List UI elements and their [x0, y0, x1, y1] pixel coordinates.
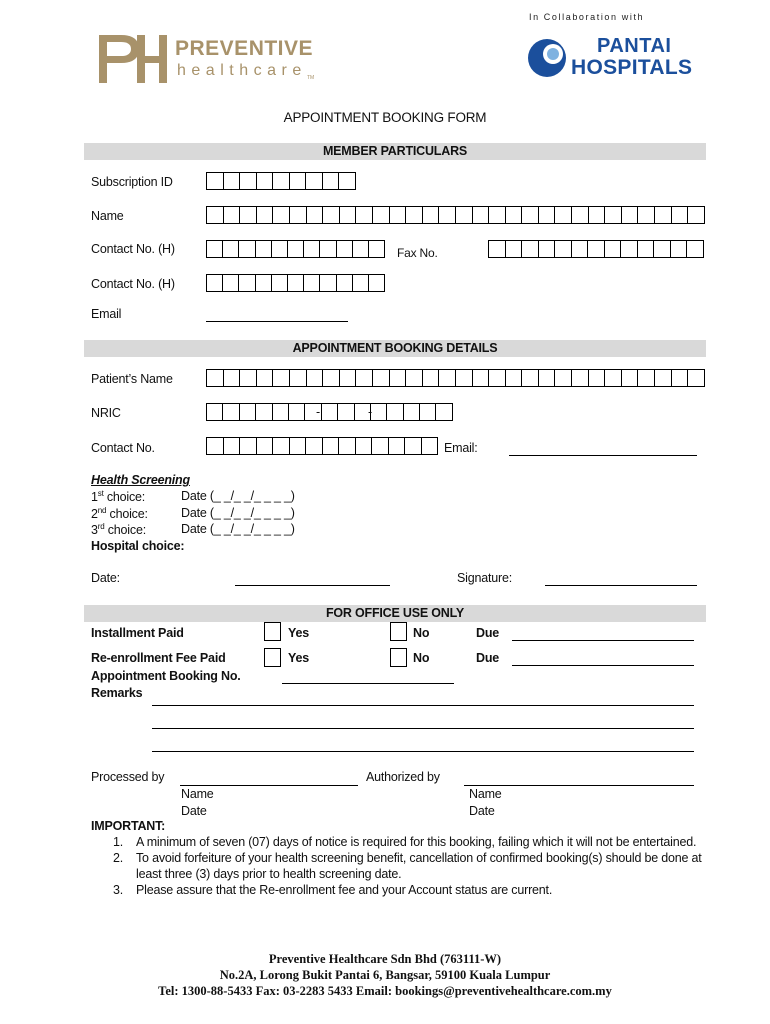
- char-box[interactable]: [320, 274, 336, 292]
- char-box[interactable]: [337, 240, 353, 258]
- patient-name-boxes[interactable]: [206, 369, 705, 387]
- reenroll-yes-checkbox[interactable]: [264, 648, 281, 667]
- char-box[interactable]: [304, 274, 320, 292]
- ph-logo-bottom: healthcare: [177, 62, 307, 79]
- subscription-id-label: Subscription ID: [91, 175, 173, 189]
- char-box[interactable]: [369, 274, 385, 292]
- reenroll-no-checkbox[interactable]: [390, 648, 407, 667]
- form-title: APPOINTMENT BOOKING FORM: [283, 110, 487, 125]
- footer-address: No.2A, Lorong Bukit Pantai 6, Bangsar, 59100 Kuala Lumpur: [219, 968, 551, 982]
- collab-text: In Collaboration with: [529, 12, 645, 22]
- char-box[interactable]: [605, 369, 622, 387]
- char-box[interactable]: [369, 240, 385, 258]
- installment-label: Installment Paid: [91, 626, 184, 640]
- appt-no-line[interactable]: [282, 683, 454, 684]
- subscription-id-boxes[interactable]: [206, 172, 356, 190]
- char-box[interactable]: [353, 240, 369, 258]
- installment-no-label: No: [413, 626, 430, 640]
- installment-due-label: Due: [476, 626, 500, 640]
- char-box[interactable]: [240, 403, 256, 421]
- char-box[interactable]: [654, 240, 671, 258]
- char-box[interactable]: [273, 206, 290, 224]
- char-box[interactable]: [622, 206, 639, 224]
- choice-date-field[interactable]: Date (_ _/_ _/_ _ _ _): [181, 505, 295, 520]
- char-box[interactable]: [273, 403, 289, 421]
- char-box[interactable]: [489, 206, 506, 224]
- char-box[interactable]: [207, 172, 224, 190]
- char-box[interactable]: [207, 240, 223, 258]
- installment-due-line[interactable]: [512, 640, 694, 641]
- pantai-hospitals-logo: [527, 34, 712, 82]
- ph-logo-top: PREVENTIVE: [175, 37, 314, 60]
- choice-date-field[interactable]: Date (_ _/_ _/_ _ _ _): [181, 522, 295, 536]
- fax-boxes[interactable]: [488, 240, 704, 258]
- char-box[interactable]: [672, 206, 689, 224]
- signature-line[interactable]: [545, 585, 697, 586]
- char-box[interactable]: [555, 369, 572, 387]
- char-box[interactable]: [506, 369, 523, 387]
- remarks-line-3[interactable]: [152, 751, 694, 752]
- char-box[interactable]: [257, 206, 274, 224]
- char-box[interactable]: [322, 403, 338, 421]
- char-box[interactable]: [555, 240, 572, 258]
- char-box[interactable]: [223, 240, 239, 258]
- char-box[interactable]: [404, 403, 420, 421]
- important-item-number: 2.: [113, 851, 124, 865]
- char-box[interactable]: [340, 206, 357, 224]
- booking-details-bar: [84, 340, 706, 357]
- char-box[interactable]: [288, 240, 304, 258]
- name-boxes[interactable]: [206, 206, 705, 224]
- important-item-text: Please assure that the Re-enrollment fee and your Account status are current.: [136, 883, 553, 897]
- contact-boxes[interactable]: [206, 437, 438, 455]
- office-use-bar: [84, 605, 706, 622]
- date-label: Date:: [91, 571, 120, 585]
- char-box[interactable]: [223, 274, 239, 292]
- char-box[interactable]: [622, 369, 639, 387]
- char-box[interactable]: [456, 369, 473, 387]
- char-box[interactable]: [638, 369, 655, 387]
- char-box[interactable]: [539, 206, 556, 224]
- char-box[interactable]: [307, 369, 324, 387]
- char-box[interactable]: [239, 274, 255, 292]
- important-item-text: A minimum of seven (07) days of notice is required for this booking, failing which it will not be entertained.: [136, 835, 697, 849]
- char-box[interactable]: [256, 274, 272, 292]
- char-box[interactable]: [223, 403, 239, 421]
- nric-boxes[interactable]: [206, 403, 453, 421]
- char-box[interactable]: [439, 206, 456, 224]
- installment-no-checkbox[interactable]: [390, 622, 407, 641]
- authorized-line[interactable]: [464, 785, 694, 786]
- char-box[interactable]: [273, 369, 290, 387]
- booking-email-line[interactable]: [509, 455, 697, 456]
- installment-yes-label: Yes: [288, 626, 309, 640]
- char-box[interactable]: [522, 369, 539, 387]
- char-box[interactable]: [371, 403, 387, 421]
- char-box[interactable]: [240, 369, 257, 387]
- char-box[interactable]: [257, 437, 274, 455]
- important-title: IMPORTANT:: [91, 819, 166, 833]
- char-box[interactable]: [256, 240, 272, 258]
- pantai-emblem-icon: [527, 37, 567, 79]
- important-item-number: 3.: [113, 883, 124, 897]
- char-box[interactable]: [224, 437, 241, 455]
- char-box[interactable]: [257, 369, 274, 387]
- char-box[interactable]: [605, 240, 622, 258]
- pantai-line2: HOSPITALS: [571, 56, 693, 79]
- char-box[interactable]: [353, 274, 369, 292]
- char-box[interactable]: [356, 206, 373, 224]
- processed-label: Processed by: [91, 770, 165, 784]
- char-box[interactable]: [489, 369, 506, 387]
- char-box[interactable]: [240, 172, 257, 190]
- processed-date-label: Date: [181, 804, 207, 818]
- char-box[interactable]: [456, 206, 473, 224]
- contact-h2-label: Contact No. (H): [91, 277, 175, 291]
- screening-choice-row: [91, 505, 295, 521]
- member-particulars-bar: [84, 143, 706, 160]
- reenroll-due-label: Due: [476, 651, 500, 665]
- char-box[interactable]: [373, 206, 390, 224]
- char-box[interactable]: [605, 206, 622, 224]
- char-box[interactable]: [290, 369, 307, 387]
- name-label: Name: [91, 209, 124, 223]
- authorized-name-label: Name: [469, 787, 502, 801]
- authorized-date-label: Date: [469, 804, 495, 818]
- office-section-title: FOR OFFICE USE ONLY: [325, 606, 465, 620]
- char-box[interactable]: [306, 437, 323, 455]
- char-box[interactable]: [288, 274, 304, 292]
- char-box[interactable]: [588, 240, 605, 258]
- choice-label: 1st choice:: [91, 489, 146, 505]
- char-box[interactable]: [356, 437, 373, 455]
- char-box[interactable]: [589, 206, 606, 224]
- char-box[interactable]: [224, 172, 241, 190]
- char-box[interactable]: [323, 206, 340, 224]
- char-box[interactable]: [273, 437, 290, 455]
- char-box[interactable]: [304, 240, 320, 258]
- booking-email-label: Email:: [444, 441, 478, 455]
- char-box[interactable]: [572, 240, 589, 258]
- char-box[interactable]: [422, 437, 439, 455]
- char-box[interactable]: [522, 240, 539, 258]
- choice-date-field[interactable]: Date (_ _/_ _/_ _ _ _): [181, 489, 295, 503]
- char-box[interactable]: [339, 437, 356, 455]
- ph-monogram-icon: [99, 33, 171, 85]
- char-box[interactable]: [405, 437, 422, 455]
- char-box[interactable]: [406, 206, 423, 224]
- char-box[interactable]: [688, 206, 705, 224]
- pantai-line1: PANTAI: [597, 35, 672, 57]
- nric-separator-2: -: [368, 405, 372, 419]
- char-box[interactable]: [655, 369, 672, 387]
- contact-h2-boxes[interactable]: [206, 274, 385, 292]
- char-box[interactable]: [539, 240, 556, 258]
- char-box[interactable]: [207, 403, 223, 421]
- char-box[interactable]: [339, 172, 356, 190]
- char-box[interactable]: [506, 206, 523, 224]
- char-box[interactable]: [306, 172, 323, 190]
- installment-yes-checkbox[interactable]: [264, 622, 281, 641]
- nric-label: NRIC: [91, 406, 121, 420]
- remarks-line-1[interactable]: [152, 705, 694, 706]
- authorized-label: Authorized by: [366, 770, 440, 784]
- char-box[interactable]: [439, 369, 456, 387]
- char-box[interactable]: [671, 240, 688, 258]
- char-box[interactable]: [323, 437, 340, 455]
- important-item-text: To avoid forfeiture of your health screening benefit, cancellation of confirmed booking(s) should be done at: [136, 851, 702, 865]
- footer-company: Preventive Healthcare Sdn Bhd (763111-W): [268, 952, 502, 966]
- char-box[interactable]: [506, 240, 523, 258]
- reenroll-no-label: No: [413, 651, 430, 665]
- char-box[interactable]: [239, 240, 255, 258]
- reenroll-due-line[interactable]: [512, 665, 694, 666]
- char-box[interactable]: [337, 274, 353, 292]
- char-box[interactable]: [638, 206, 655, 224]
- footer-contact: Tel: 1300-88-5433 Fax: 03-2283 5433 Email: bookings@preventivehealthcare.com.my: [158, 984, 612, 998]
- important-item-text: least three (3) days prior to health screening date.: [136, 867, 402, 881]
- char-box[interactable]: [207, 206, 224, 224]
- screening-choice-row: [91, 522, 295, 538]
- ph-tm: TM: [307, 75, 315, 81]
- char-box[interactable]: [240, 437, 257, 455]
- patient-name-label: Patient’s Name: [91, 372, 173, 386]
- char-box[interactable]: [290, 172, 307, 190]
- email-line[interactable]: [206, 321, 348, 322]
- char-box[interactable]: [373, 369, 390, 387]
- contact-h-boxes[interactable]: [206, 240, 385, 258]
- char-box[interactable]: [323, 369, 340, 387]
- char-box[interactable]: [655, 206, 672, 224]
- char-box[interactable]: [340, 369, 357, 387]
- char-box[interactable]: [307, 206, 324, 224]
- processed-line[interactable]: [180, 785, 358, 786]
- char-box[interactable]: [555, 206, 572, 224]
- char-box[interactable]: [273, 172, 290, 190]
- char-box[interactable]: [387, 403, 403, 421]
- char-box[interactable]: [688, 369, 705, 387]
- char-box[interactable]: [522, 206, 539, 224]
- email-label: Email: [91, 307, 122, 321]
- choice-label: 3rd choice:: [91, 522, 146, 538]
- char-box[interactable]: [473, 369, 490, 387]
- nric-separator-1: -: [316, 405, 320, 419]
- remarks-line-2[interactable]: [152, 728, 694, 729]
- char-box[interactable]: [320, 240, 336, 258]
- member-section-title: MEMBER PARTICULARS: [322, 144, 468, 158]
- char-box[interactable]: [356, 369, 373, 387]
- char-box[interactable]: [272, 240, 288, 258]
- hospital-choice-label: Hospital choice:: [91, 539, 185, 553]
- char-box[interactable]: [389, 437, 406, 455]
- fax-label: Fax No.: [397, 246, 438, 260]
- char-box[interactable]: [621, 240, 638, 258]
- char-box[interactable]: [256, 403, 272, 421]
- char-box[interactable]: [687, 240, 704, 258]
- char-box[interactable]: [589, 369, 606, 387]
- processed-name-label: Name: [181, 787, 214, 801]
- char-box[interactable]: [572, 206, 589, 224]
- preventive-healthcare-logo: [99, 33, 319, 85]
- char-box[interactable]: [406, 369, 423, 387]
- reenroll-label: Re-enrollment Fee Paid: [91, 651, 226, 665]
- contact-h-label: Contact No. (H): [91, 242, 175, 256]
- remarks-label: Remarks: [91, 686, 143, 700]
- booking-section-title: APPOINTMENT BOOKING DETAILS: [292, 341, 498, 355]
- char-box[interactable]: [420, 403, 436, 421]
- contact-label: Contact No.: [91, 441, 155, 455]
- char-box[interactable]: [289, 403, 305, 421]
- health-screening-title: Health Screening: [91, 473, 190, 487]
- char-box[interactable]: [207, 274, 223, 292]
- char-box[interactable]: [489, 240, 506, 258]
- char-box[interactable]: [473, 206, 490, 224]
- char-box[interactable]: [240, 206, 257, 224]
- date-line[interactable]: [235, 585, 390, 586]
- char-box[interactable]: [390, 206, 407, 224]
- screening-choice-row: [91, 489, 295, 505]
- char-box[interactable]: [436, 403, 452, 421]
- char-box[interactable]: [224, 206, 241, 224]
- char-box[interactable]: [290, 206, 307, 224]
- char-box[interactable]: [338, 403, 354, 421]
- char-box[interactable]: [207, 369, 224, 387]
- signature-label: Signature:: [457, 571, 512, 585]
- char-box[interactable]: [290, 437, 307, 455]
- char-box[interactable]: [638, 240, 655, 258]
- char-box[interactable]: [423, 206, 440, 224]
- char-box[interactable]: [323, 172, 340, 190]
- choice-label: 2nd choice:: [91, 505, 148, 521]
- char-box[interactable]: [672, 369, 689, 387]
- char-box[interactable]: [539, 369, 556, 387]
- char-box[interactable]: [372, 437, 389, 455]
- char-box[interactable]: [390, 369, 407, 387]
- reenroll-yes-label: Yes: [288, 651, 309, 665]
- appt-no-label: Appointment Booking No.: [91, 669, 241, 683]
- char-box[interactable]: [224, 369, 241, 387]
- char-box[interactable]: [207, 437, 224, 455]
- char-box[interactable]: [423, 369, 440, 387]
- important-item-number: 1.: [113, 835, 124, 849]
- char-box[interactable]: [272, 274, 288, 292]
- char-box[interactable]: [257, 172, 274, 190]
- char-box[interactable]: [572, 369, 589, 387]
